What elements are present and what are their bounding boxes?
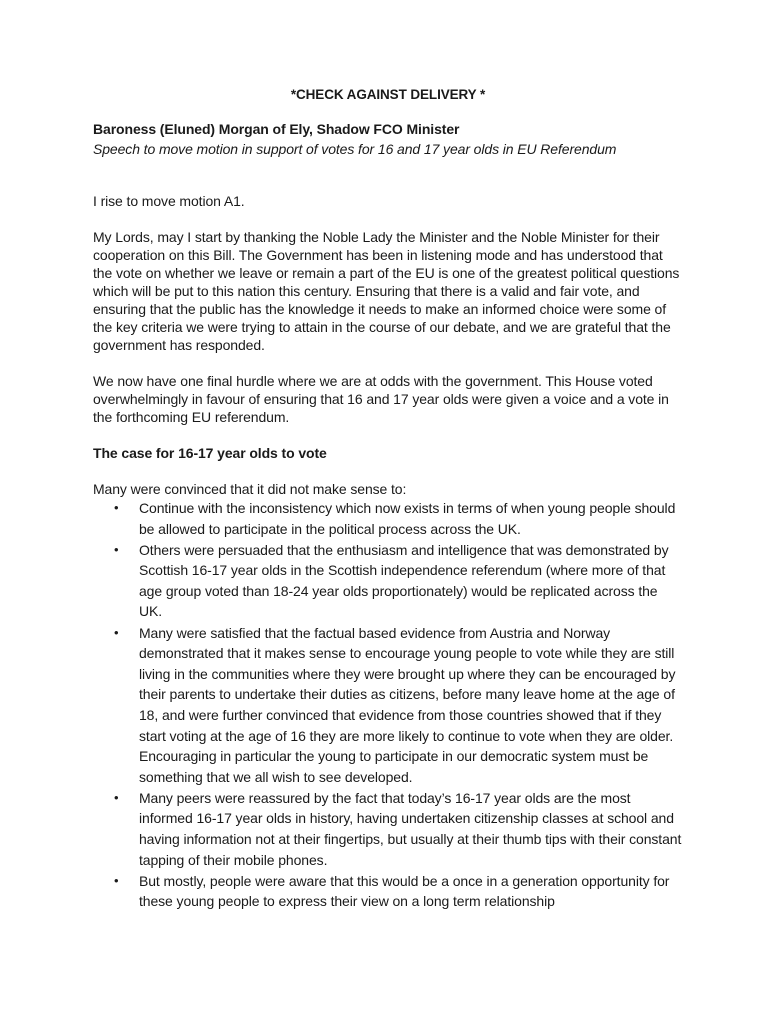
list-item [93, 788, 683, 870]
bullet-icon: • [114, 872, 119, 888]
list-item-text: Others were persuaded that the enthusiasm and intelligence that was demonstrated by Scottish 16-17 year olds in the Scottish independence referendum (where more of that age group voted than 18-24 year olds proportionately) would be replicated across the UK. [139, 541, 669, 620]
speech-subtitle: Speech to move motion in support of votes for 16 and 17 year olds in EU Referendum [93, 141, 617, 157]
list-item-text: Many were satisfied that the factual based evidence from Austria and Norway demonstrated that it makes sense to encourage young people to vote while they are still living in the communities where they were brought up where they can be encouraged by their parents to undertake their duties as citizens, before many leave home at the age of 18, and were further convinced that evidence from those countries showed that if they start voting at the age of 16 they are more likely to continue to vote when they are older. Encouraging in particular the young to participate in our democratic system must be something that we all wish to see developed. [139, 624, 676, 785]
bullet-icon: • [114, 541, 119, 557]
list-item-text: But mostly, people were aware that this would be a once in a generation opportunity for these young people to express their view on a long term relationship [139, 872, 670, 910]
bullet-icon: • [114, 789, 119, 805]
list-item [93, 623, 683, 788]
bullet-icon: • [114, 500, 119, 515]
list-item-text: Continue with the inconsistency which now exists in terms of when young people should be allowed to participate in the political process across the UK. [139, 500, 676, 537]
bullet-icon: • [114, 624, 119, 640]
section-heading: The case for 16-17 year olds to vote [93, 445, 327, 461]
list-intro: Many were convinced that it did not make sense to: [93, 481, 407, 497]
paragraph-final-hurdle: We now have one final hurdle where we are at odds with the government. This House voted overwhelmingly in favour of ensuring that 16 and 17 year olds were given a voice and a vote in the forthcoming EU referendum. [93, 373, 669, 425]
list-item [93, 498, 683, 539]
document-body [93, 86, 683, 912]
list-item [93, 540, 683, 622]
delivery-notice: *CHECK AGAINST DELIVERY * [290, 87, 486, 102]
speaker-name: Baroness (Eluned) Morgan of Ely, Shadow FCO Minister [93, 121, 460, 137]
list-item-text: Many peers were reassured by the fact that today’s 16-17 year olds are the most informed 16-17 year olds in history, having undertaken citizenship classes at school and having information not at their fingertips, but usually at their thumb tips with their constant tapping of their mobile phones. [139, 789, 682, 868]
list-item [93, 871, 683, 912]
paragraph-thanks: My Lords, may I start by thanking the Noble Lady the Minister and the Noble Minister for their cooperation on this Bill. The Government has been in listening mode and has understood that the vote on whether we leave or remain a part of the EU is one of the greatest political questions which will be put to this nation this century. Ensuring that there is a valid and fair vote, and ensuring that the public has the knowledge it needs to make an informed choice were some of the key criteria we were trying to attain in the course of our debate, and we are grateful that the government has responded. [93, 229, 680, 353]
paragraph-opening: I rise to move motion A1. [93, 193, 245, 209]
argument-list [93, 498, 683, 912]
